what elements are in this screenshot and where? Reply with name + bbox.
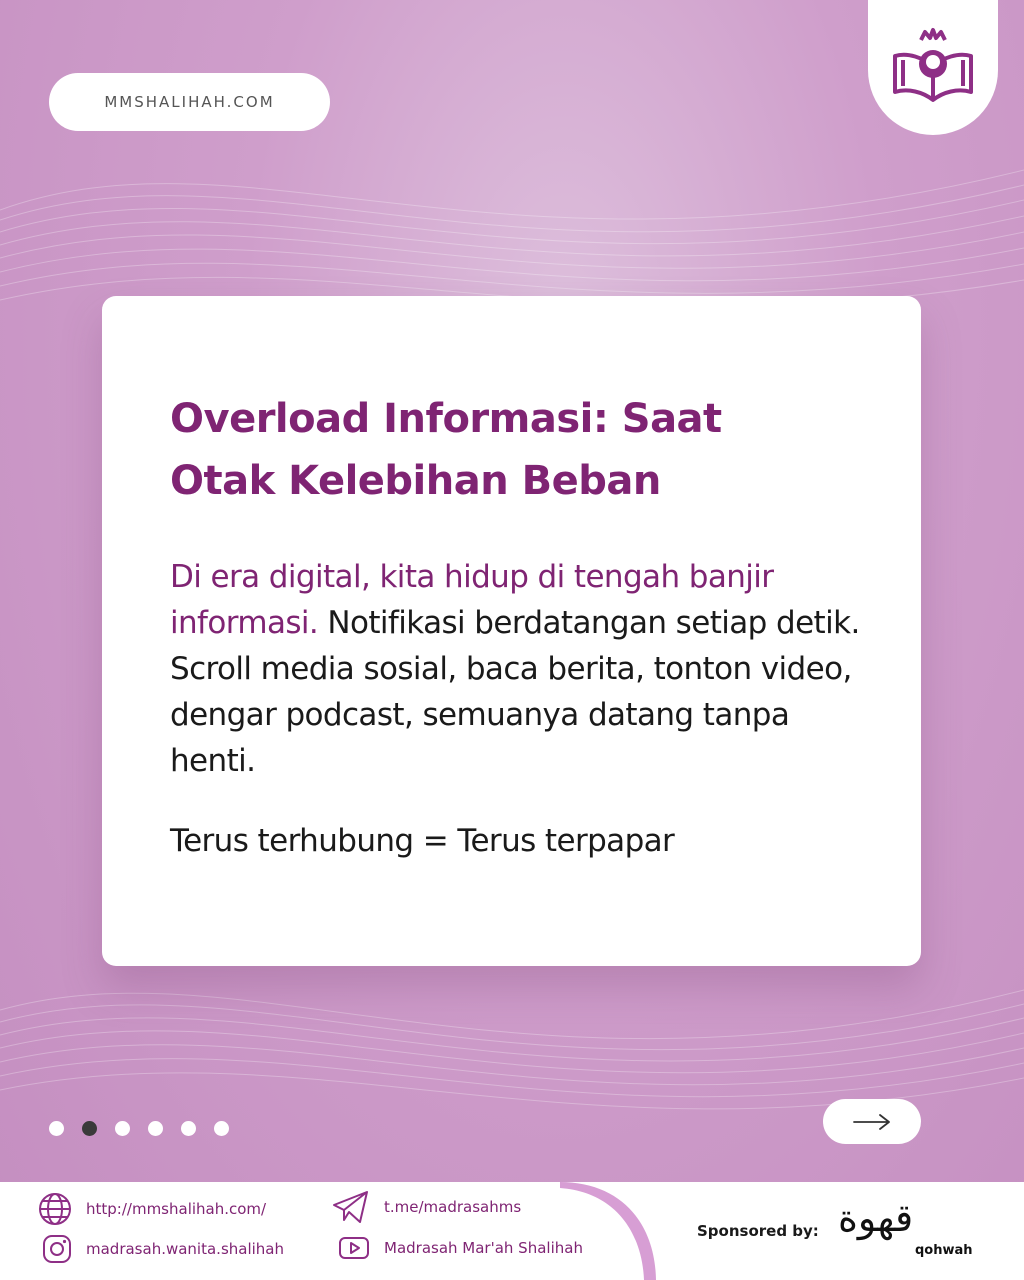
footer-telegram-text: t.me/madrasahms bbox=[384, 1198, 522, 1216]
footer-telegram[interactable] bbox=[332, 1190, 521, 1224]
footer-swoosh bbox=[560, 1182, 680, 1280]
globe-icon bbox=[38, 1192, 72, 1226]
sponsor-logo-latin: qohwah bbox=[915, 1243, 973, 1258]
card-title: Overload Informasi: Saat Otak Kelebihan Beban bbox=[170, 396, 722, 504]
footer-instagram-text: madrasah.wanita.shalihah bbox=[86, 1240, 284, 1258]
site-url-label: MMSHALIHAH.COM bbox=[104, 93, 275, 111]
pager-dots bbox=[49, 1121, 229, 1136]
content-card bbox=[102, 296, 921, 966]
card-footer-line: Terus terhubung = Terus terpapar bbox=[170, 823, 675, 859]
pager-dot[interactable] bbox=[49, 1121, 64, 1136]
card-body bbox=[170, 554, 870, 784]
pager-dot[interactable] bbox=[181, 1121, 196, 1136]
youtube-icon bbox=[338, 1236, 370, 1260]
brand-logo bbox=[868, 0, 998, 135]
sponsored-by-label: Sponsored by: bbox=[697, 1222, 819, 1240]
site-url-pill[interactable] bbox=[49, 73, 330, 131]
pager-dot[interactable] bbox=[214, 1121, 229, 1136]
pager-dot[interactable] bbox=[115, 1121, 130, 1136]
arrow-right-icon bbox=[852, 1112, 892, 1132]
instagram-icon bbox=[42, 1234, 72, 1264]
footer-website-text: http://mmshalihah.com/ bbox=[86, 1200, 267, 1218]
footer-website[interactable] bbox=[38, 1192, 266, 1226]
pager-dot-active[interactable] bbox=[82, 1121, 97, 1136]
next-slide-button[interactable] bbox=[823, 1099, 921, 1144]
card-body-rest: Notifikasi berdatangan setiap detik. Scroll media sosial, baca berita, tonton video, dengar podcast, semuanya datang tanpa henti. bbox=[170, 605, 860, 779]
telegram-icon bbox=[332, 1190, 370, 1224]
pager-dot[interactable] bbox=[148, 1121, 163, 1136]
footer-youtube-text: Madrasah Mar'ah Shalihah bbox=[384, 1239, 583, 1257]
sponsor-logo-arabic: قهوة bbox=[838, 1196, 914, 1240]
footer-youtube[interactable] bbox=[338, 1236, 583, 1260]
footer-instagram[interactable] bbox=[42, 1234, 284, 1264]
logo-icon bbox=[883, 18, 983, 108]
card-body-highlight: Di era digital, kita hidup di tengah banjir informasi. bbox=[170, 559, 774, 641]
